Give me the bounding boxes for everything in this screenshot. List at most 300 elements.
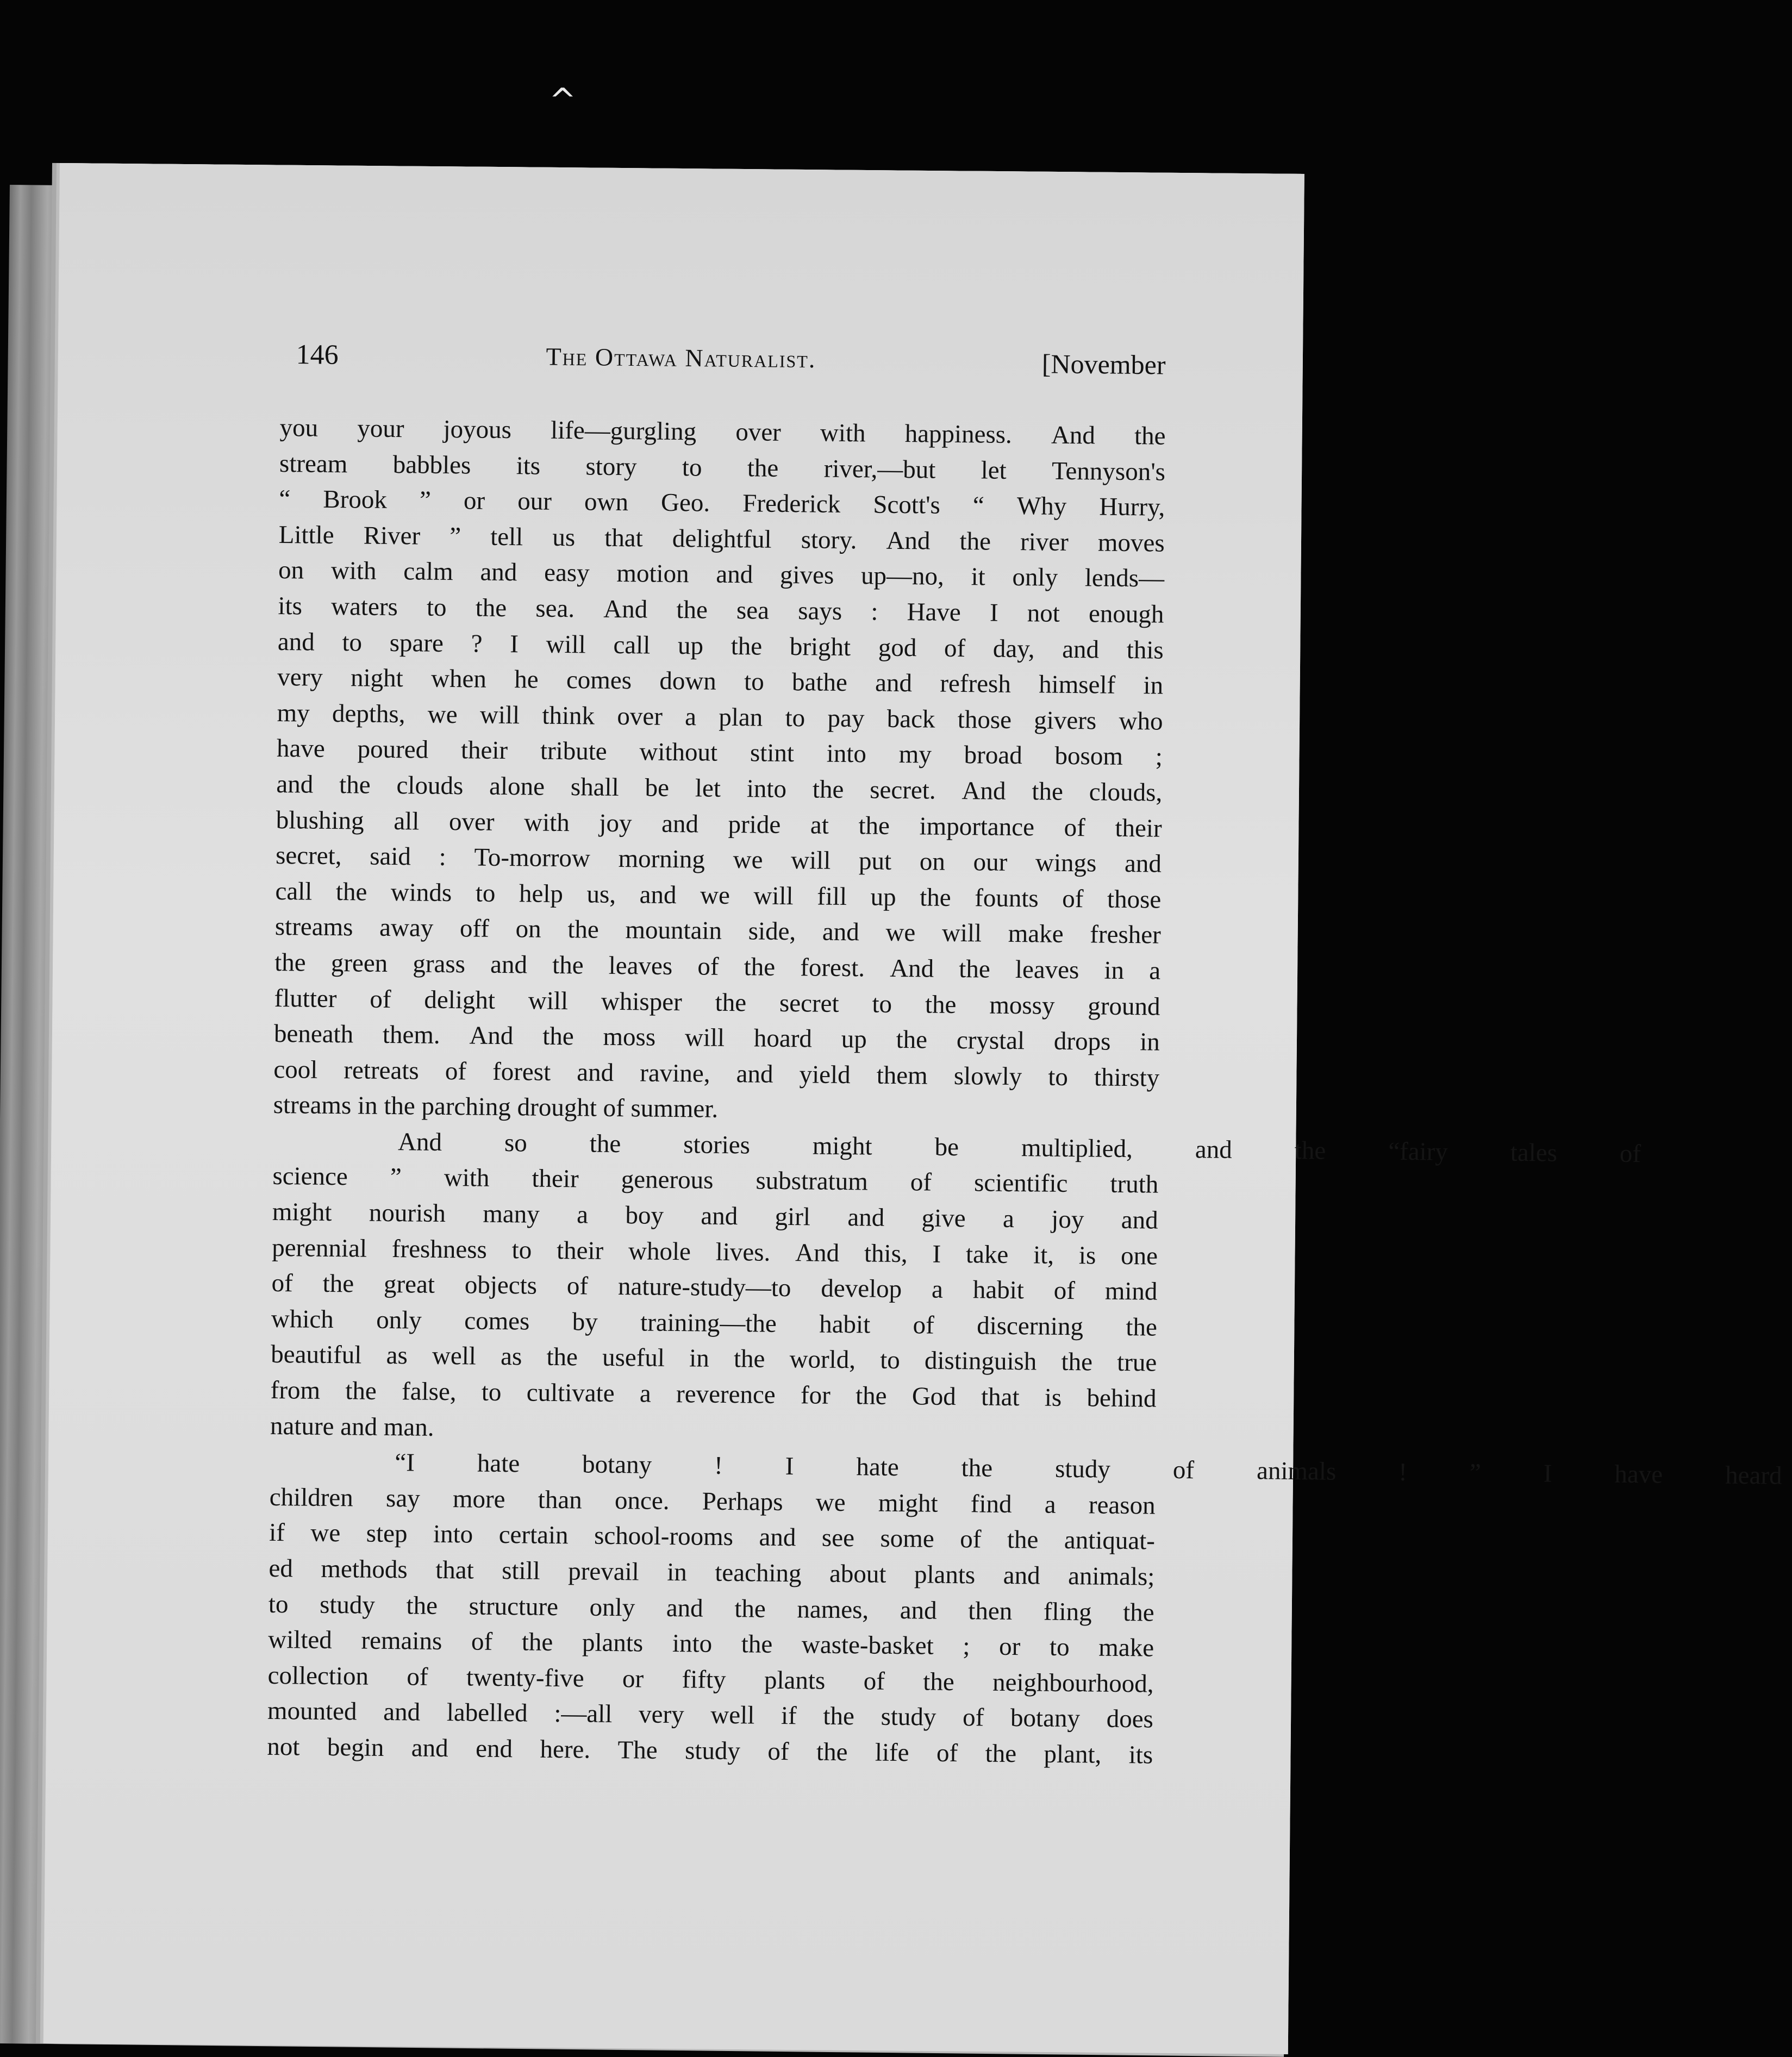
word: to [342, 628, 363, 657]
word: side, [748, 917, 796, 946]
word: some [880, 1524, 934, 1554]
word: shall [570, 773, 619, 802]
word: Geo. [660, 488, 710, 517]
word: well [432, 1342, 477, 1371]
word: all [394, 806, 420, 836]
word: plant, [1044, 1740, 1102, 1769]
word: wilted [268, 1625, 333, 1655]
word: neighbourhood, [992, 1668, 1154, 1698]
word: great [383, 1270, 435, 1299]
word: God [911, 1382, 957, 1411]
word: as [386, 1341, 408, 1370]
word: the [734, 1594, 766, 1623]
word: And [795, 1238, 840, 1267]
word: ; [1155, 742, 1163, 771]
word: god [878, 633, 917, 662]
word: yield [799, 1060, 851, 1089]
word: the [730, 632, 763, 661]
word: heard [1725, 1461, 1782, 1490]
word: babbles [392, 450, 471, 479]
word: and [701, 1202, 738, 1231]
word: of [566, 1272, 589, 1301]
word: more [452, 1484, 505, 1514]
word: the [816, 1737, 848, 1767]
word: whisper [601, 987, 683, 1016]
word: bosom [1054, 742, 1123, 771]
word: to [682, 453, 702, 482]
word: away [379, 914, 434, 943]
word: distinguish [924, 1346, 1037, 1376]
word: say [385, 1484, 420, 1513]
word: the [542, 1022, 574, 1051]
word: “ [279, 485, 291, 514]
word: is [1044, 1383, 1062, 1412]
word: into [672, 1629, 713, 1658]
word: River [363, 521, 421, 551]
word: structure [469, 1592, 559, 1621]
word: grass [413, 949, 466, 979]
word: give [921, 1204, 966, 1233]
word: tribute [540, 736, 607, 766]
word: green [330, 948, 388, 978]
word: : [439, 842, 446, 872]
page-number: 146 [296, 339, 339, 371]
word: put [858, 847, 892, 876]
word: and [480, 558, 517, 587]
word: study [684, 1736, 741, 1766]
word: story [585, 452, 637, 481]
word: “fairy [1388, 1137, 1448, 1166]
word: boy [625, 1201, 664, 1230]
word: the [896, 1026, 928, 1054]
word: up [677, 631, 704, 660]
word: own [584, 487, 629, 517]
word: on [515, 915, 541, 943]
word: calm [403, 557, 453, 586]
word: true [1116, 1348, 1157, 1378]
word: my [898, 740, 932, 769]
word: training—the [640, 1308, 777, 1338]
word: for [800, 1381, 831, 1410]
word: once. [614, 1486, 670, 1515]
word: the [923, 1667, 954, 1696]
text-line: streams in the parching drought of summer. [273, 1091, 719, 1124]
word: the [1294, 1136, 1326, 1165]
word: will [941, 919, 982, 948]
word: Little [278, 520, 334, 549]
word: make [1098, 1633, 1154, 1662]
word: and [847, 1203, 885, 1232]
word: this, [864, 1239, 908, 1268]
word: the [715, 988, 747, 1017]
word: delight [424, 985, 496, 1015]
word: we [885, 918, 916, 947]
word: and [277, 627, 315, 657]
word: generous [621, 1165, 714, 1195]
word: freshness [391, 1234, 488, 1264]
word: spare [389, 628, 444, 658]
word: might [878, 1489, 938, 1518]
word: labelled [446, 1698, 528, 1728]
word: flutter [274, 984, 337, 1013]
word: delightful [672, 524, 772, 554]
word: mountain [625, 916, 722, 946]
word: its [516, 451, 541, 480]
word: And [603, 595, 648, 624]
word: study [319, 1590, 376, 1620]
word: have [1614, 1460, 1663, 1489]
word: we [310, 1519, 341, 1548]
word: and [411, 1734, 448, 1763]
word: to [744, 667, 764, 696]
word: bathe [791, 668, 848, 697]
word: beneath [273, 1020, 354, 1049]
word: tell [490, 522, 523, 552]
word: we [427, 700, 458, 729]
word: their [532, 1164, 579, 1193]
word: pay [827, 704, 865, 733]
word: botany [1010, 1704, 1081, 1733]
word: refresh [940, 669, 1011, 699]
word: clouds [396, 771, 464, 801]
word: will [546, 630, 586, 659]
word: of [944, 634, 966, 662]
word: Have [907, 598, 961, 627]
word: discerning [976, 1311, 1084, 1341]
word: will [753, 881, 794, 910]
word: we [733, 846, 763, 874]
word: reverence [676, 1380, 776, 1409]
word: not [1027, 599, 1060, 628]
word: develop [821, 1274, 902, 1304]
word: plants [582, 1628, 644, 1658]
word: does [1106, 1705, 1154, 1734]
word: river [1020, 527, 1069, 557]
word: and [759, 1523, 796, 1552]
word: our [973, 848, 1008, 877]
word: life [875, 1738, 909, 1767]
word: fifty [682, 1665, 726, 1694]
word: Frederick [742, 489, 841, 519]
word: will [790, 846, 831, 875]
word: children [269, 1483, 354, 1512]
word: I [785, 1452, 794, 1481]
word: ! [1398, 1458, 1408, 1487]
word: not [267, 1732, 300, 1761]
journal-title: The Ottawa Naturalist. [546, 342, 816, 373]
word: that [435, 1555, 474, 1585]
word: false, [401, 1377, 457, 1406]
word: sea. [535, 594, 575, 623]
word: motion [616, 559, 689, 589]
word: the [1032, 777, 1064, 806]
word: mind [1104, 1277, 1158, 1306]
word: day, [992, 634, 1035, 663]
word: it [971, 562, 985, 591]
word: And [961, 777, 1006, 805]
word: that [981, 1383, 1020, 1412]
word: without [639, 737, 718, 767]
word: lives. [715, 1237, 771, 1267]
word: back [886, 704, 935, 734]
word: antiquat- [1064, 1526, 1156, 1555]
word: of [1053, 1276, 1076, 1305]
word: perennial [271, 1233, 367, 1263]
word: prevail [568, 1557, 639, 1586]
word: be [934, 1133, 959, 1161]
word: cool [273, 1055, 318, 1084]
word: moss [603, 1022, 656, 1052]
word: begin [327, 1733, 384, 1762]
word: mounted [267, 1697, 357, 1726]
word: and [490, 950, 528, 979]
word: or [998, 1632, 1021, 1661]
word: enough [1088, 599, 1164, 629]
word: of [370, 985, 391, 1014]
word: moves [1097, 528, 1165, 558]
word: alone [489, 772, 545, 801]
word: and [736, 1059, 773, 1089]
word: on [919, 847, 946, 876]
word: the [676, 595, 708, 624]
word: : [871, 597, 878, 626]
word: the [959, 527, 991, 556]
word: the [589, 1129, 621, 1158]
word: said [369, 842, 411, 871]
word: a [1044, 1490, 1056, 1519]
word: the [322, 1270, 354, 1298]
word: and [276, 770, 314, 799]
word: to [511, 1235, 532, 1265]
word: those [957, 705, 1012, 734]
word: its [278, 591, 303, 621]
word: will [528, 986, 569, 1015]
word: I [989, 598, 998, 627]
word: story. [801, 525, 857, 554]
word: here. [540, 1735, 591, 1764]
word: your [357, 414, 404, 443]
word: cultivate [526, 1378, 615, 1408]
word: at [810, 810, 829, 840]
word: and [383, 1698, 421, 1727]
word: the [919, 883, 951, 912]
word: will [479, 701, 520, 730]
word: clouds, [1089, 778, 1163, 807]
word: you [279, 413, 319, 442]
word: on [278, 556, 304, 585]
word: ? [471, 629, 483, 658]
word: their [460, 736, 508, 765]
word: will [684, 1023, 725, 1052]
word: of [271, 1269, 293, 1298]
word: the [339, 771, 371, 799]
word: with [444, 1164, 490, 1193]
word: himself [1038, 670, 1116, 699]
word: in [1104, 956, 1125, 985]
word: them. [382, 1020, 440, 1049]
word: to [426, 593, 447, 622]
word: habit [972, 1276, 1025, 1305]
word: of [471, 1627, 493, 1656]
word: in [1143, 671, 1164, 700]
paragraph-1 [273, 410, 1166, 1131]
word: up [841, 1025, 867, 1054]
word: then [968, 1596, 1013, 1625]
word: the [521, 1628, 553, 1657]
issue-month: [November [1041, 348, 1166, 380]
word: comes [566, 666, 632, 695]
word: givers [1034, 706, 1097, 735]
word: their [1115, 814, 1162, 843]
word: the [985, 1739, 1017, 1768]
word: only [376, 1305, 422, 1335]
word: nature-study—to [617, 1272, 791, 1303]
word: from [270, 1375, 321, 1405]
word: “ [972, 491, 985, 520]
word: teaching [715, 1558, 802, 1588]
word: waters [330, 592, 398, 622]
word: make [1008, 920, 1064, 949]
word: a [639, 1379, 652, 1408]
word: Brook [323, 485, 388, 515]
word: morning [618, 845, 705, 874]
word: of [962, 1703, 984, 1732]
word: “I [395, 1448, 415, 1477]
word: school-rooms [594, 1522, 734, 1552]
word: forest [492, 1057, 551, 1086]
word: my [277, 698, 310, 728]
word: and [1195, 1135, 1233, 1164]
word: of [913, 1311, 935, 1340]
word: and [1062, 635, 1100, 664]
word: fill [816, 882, 847, 911]
word: it, [1033, 1241, 1054, 1270]
word: life—gurgling [550, 416, 697, 446]
word: says [797, 597, 842, 626]
word: a [931, 1275, 944, 1304]
word: easy [544, 559, 590, 587]
word: and [822, 917, 860, 947]
word: be [645, 773, 670, 802]
word: into [746, 774, 787, 803]
word: the [959, 954, 990, 984]
word: gives [779, 561, 834, 590]
word: in [689, 1344, 710, 1373]
word: ; [963, 1632, 970, 1661]
word: if [781, 1702, 797, 1730]
word: of [910, 1168, 932, 1197]
word: this [1126, 635, 1164, 665]
word: objects [464, 1271, 538, 1300]
word: Scott's [873, 490, 941, 520]
word: streams [274, 912, 353, 942]
word: girl [775, 1202, 811, 1231]
word: methods [321, 1554, 408, 1584]
word: we [815, 1488, 846, 1517]
word: To-morrow [474, 843, 591, 873]
word: up [870, 883, 896, 911]
word: and [639, 880, 677, 909]
word: And [397, 1128, 442, 1156]
word: the [335, 877, 367, 906]
word: is [1078, 1241, 1096, 1270]
word: the [475, 593, 507, 622]
word: Hurry, [1099, 492, 1165, 522]
word: substratum [755, 1166, 869, 1196]
word: to [872, 990, 892, 1018]
word: and [1121, 1205, 1158, 1235]
word: study [881, 1703, 936, 1732]
word: names, [797, 1595, 869, 1624]
word: truth [1110, 1170, 1159, 1199]
word: the [1126, 1312, 1158, 1342]
word: And [469, 1021, 514, 1051]
word: hate [856, 1453, 899, 1482]
word: ” [449, 522, 461, 551]
word: than [538, 1485, 582, 1515]
word: with [820, 418, 866, 448]
word: many [483, 1199, 540, 1229]
word: stories [683, 1130, 751, 1160]
word: down [659, 666, 717, 696]
word: and [716, 560, 753, 589]
word: joyous [443, 415, 512, 445]
word: the [274, 948, 306, 977]
word: joy [1051, 1205, 1084, 1234]
word: with [330, 557, 377, 586]
word: secret, [275, 841, 342, 871]
word: ground [1088, 991, 1160, 1021]
word: importance [919, 811, 1035, 841]
word: botany [582, 1450, 652, 1479]
word: them [876, 1061, 928, 1090]
word: tales [1510, 1138, 1558, 1167]
word: by [572, 1308, 598, 1336]
paragraph-2 [270, 1123, 1641, 1453]
word: end [475, 1734, 513, 1764]
word: with [523, 808, 570, 837]
word: night [350, 664, 404, 693]
word: the [406, 1591, 438, 1620]
word: of [767, 1737, 789, 1766]
word: ed [269, 1554, 294, 1583]
word: or [622, 1664, 644, 1693]
word: beautiful [271, 1340, 362, 1370]
word: in [1139, 1028, 1160, 1056]
word: depths, [332, 699, 405, 728]
word: plants [914, 1560, 976, 1590]
word: multiplied, [1021, 1134, 1133, 1163]
word: the [812, 775, 844, 804]
word: off [459, 914, 490, 943]
word: ” [419, 486, 432, 515]
word: winds [390, 878, 452, 907]
word: and [900, 1596, 937, 1625]
word: that [604, 523, 644, 553]
word: reason [1088, 1491, 1156, 1520]
word: happiness. [904, 420, 1013, 449]
word: :—all [554, 1699, 613, 1729]
word: of [960, 1525, 982, 1554]
word: joy [599, 809, 632, 837]
word: the [823, 1702, 855, 1731]
word: the [858, 811, 890, 840]
word: might [812, 1131, 872, 1161]
running-head [296, 334, 1166, 391]
word: he [514, 665, 539, 694]
word: hate [477, 1449, 520, 1478]
word: broad [964, 741, 1022, 770]
